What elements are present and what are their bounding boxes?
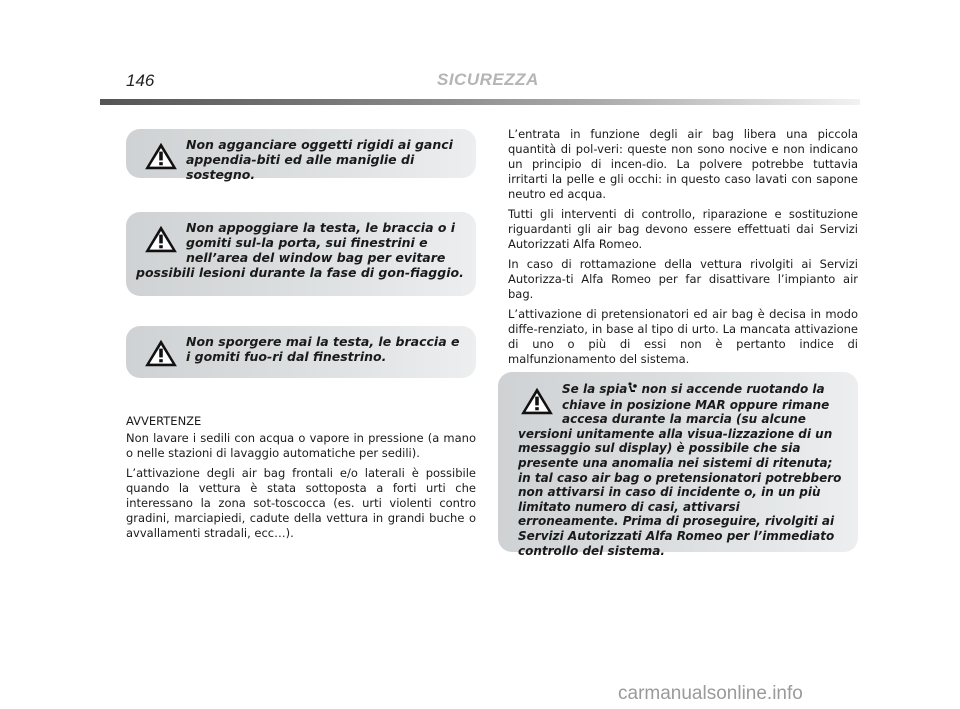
warning-box-head-door <box>126 212 476 296</box>
header-rule <box>100 99 860 105</box>
left-column-text <box>126 414 476 546</box>
right-paragraph: Tutti gli interventi di controllo, riparazione e sostituzione riguardanti gli air bag devono essere effettuati dai Servizi Autorizzati Alfa Romeo. <box>508 207 858 251</box>
warning-triangle-icon <box>142 338 180 368</box>
warning-box-hooks <box>126 129 476 182</box>
right-paragraph: L’entrata in funzione degli air bag libera una piccola quantità di pol-veri: queste non sono nocive e non indicano un principio di incen-dio. La polvere potrebbe tuttavia irritarti la pelle e gli occhi: in questo caso lavati con sapone neutro ed acqua. <box>508 127 858 201</box>
right-paragraph: L’attivazione di pretensionatori ed air bag è decisa in modo diffe-renziato, in base al tipo di urto. La mancata attivazione di uno o più di essi non è pertanto indice di malfunzionamento del sistema. <box>508 307 858 366</box>
right-column-text <box>508 127 858 372</box>
airbag-warning-text-rest: non si accende ruotando la chiave in posizione MAR oppure rimane accesa durante la marcia (su alcune versioni unitamente alla visua-lizzazione di un messaggio sul display) è possibile che sia presente una anomalia nei sistemi di ritenuta; in tal caso air bag o pretensionatori potrebbero non attivarsi in caso di incidente o, in un più limitato numero di casi, attivarsi erroneamente. Prima di proseguire, rivolgiti ai Servizi Autorizzati Alfa Romeo per l’immediato controllo del sistema. <box>518 382 842 558</box>
page-number: 146 <box>126 71 155 90</box>
left-paragraph: Non lavare i sedili con acqua o vapore in pressione (a mano o nelle stazioni di lavaggio automatiche per sedili). <box>126 431 476 460</box>
warning-text: Non sporgere mai la testa, le braccia e i gomiti fuo-ri dal finestrino. <box>186 334 460 364</box>
left-paragraph: L’attivazione degli air bag frontali e/o laterali è possibile quando la vettura è stata sottoposta a forti urti che interessano la zona sot-toscocca (es. urti violenti contro gradini, marciapiedi, cadute della vettura in grandi buche o avvallamenti stradali, ecc…). <box>126 466 476 540</box>
watermark: carmanualsonline.info <box>618 683 803 704</box>
section-title: SICUREZZA <box>437 70 539 89</box>
airbag-warning-text-start: Se la spia <box>562 382 628 396</box>
warning-text: Non agganciare oggetti rigidi ai ganci appendia-biti ed alle maniglie di sostegno. <box>186 137 453 182</box>
warning-triangle-icon <box>518 386 556 416</box>
airbag-warning-text <box>518 382 844 558</box>
warning-triangle-icon <box>142 141 180 171</box>
warning-box-airbag-lamp <box>498 372 858 558</box>
warning-text: Non appoggiare la testa, le braccia o i gomiti sul-la porta, sui finestrini e nell’area del window bag per evitare possibili lesioni durante la fase di gon-fiaggio. <box>136 220 464 280</box>
airbag-warning-lamp-icon <box>627 383 637 396</box>
warning-box-window <box>126 326 476 378</box>
warning-triangle-icon <box>142 224 180 254</box>
right-paragraph: In caso di rottamazione della vettura rivolgiti ai Servizi Autorizza-ti Alfa Romeo per far disattivare l’impianto air bag. <box>508 257 858 301</box>
avvertenze-heading: AVVERTENZE <box>126 414 202 428</box>
